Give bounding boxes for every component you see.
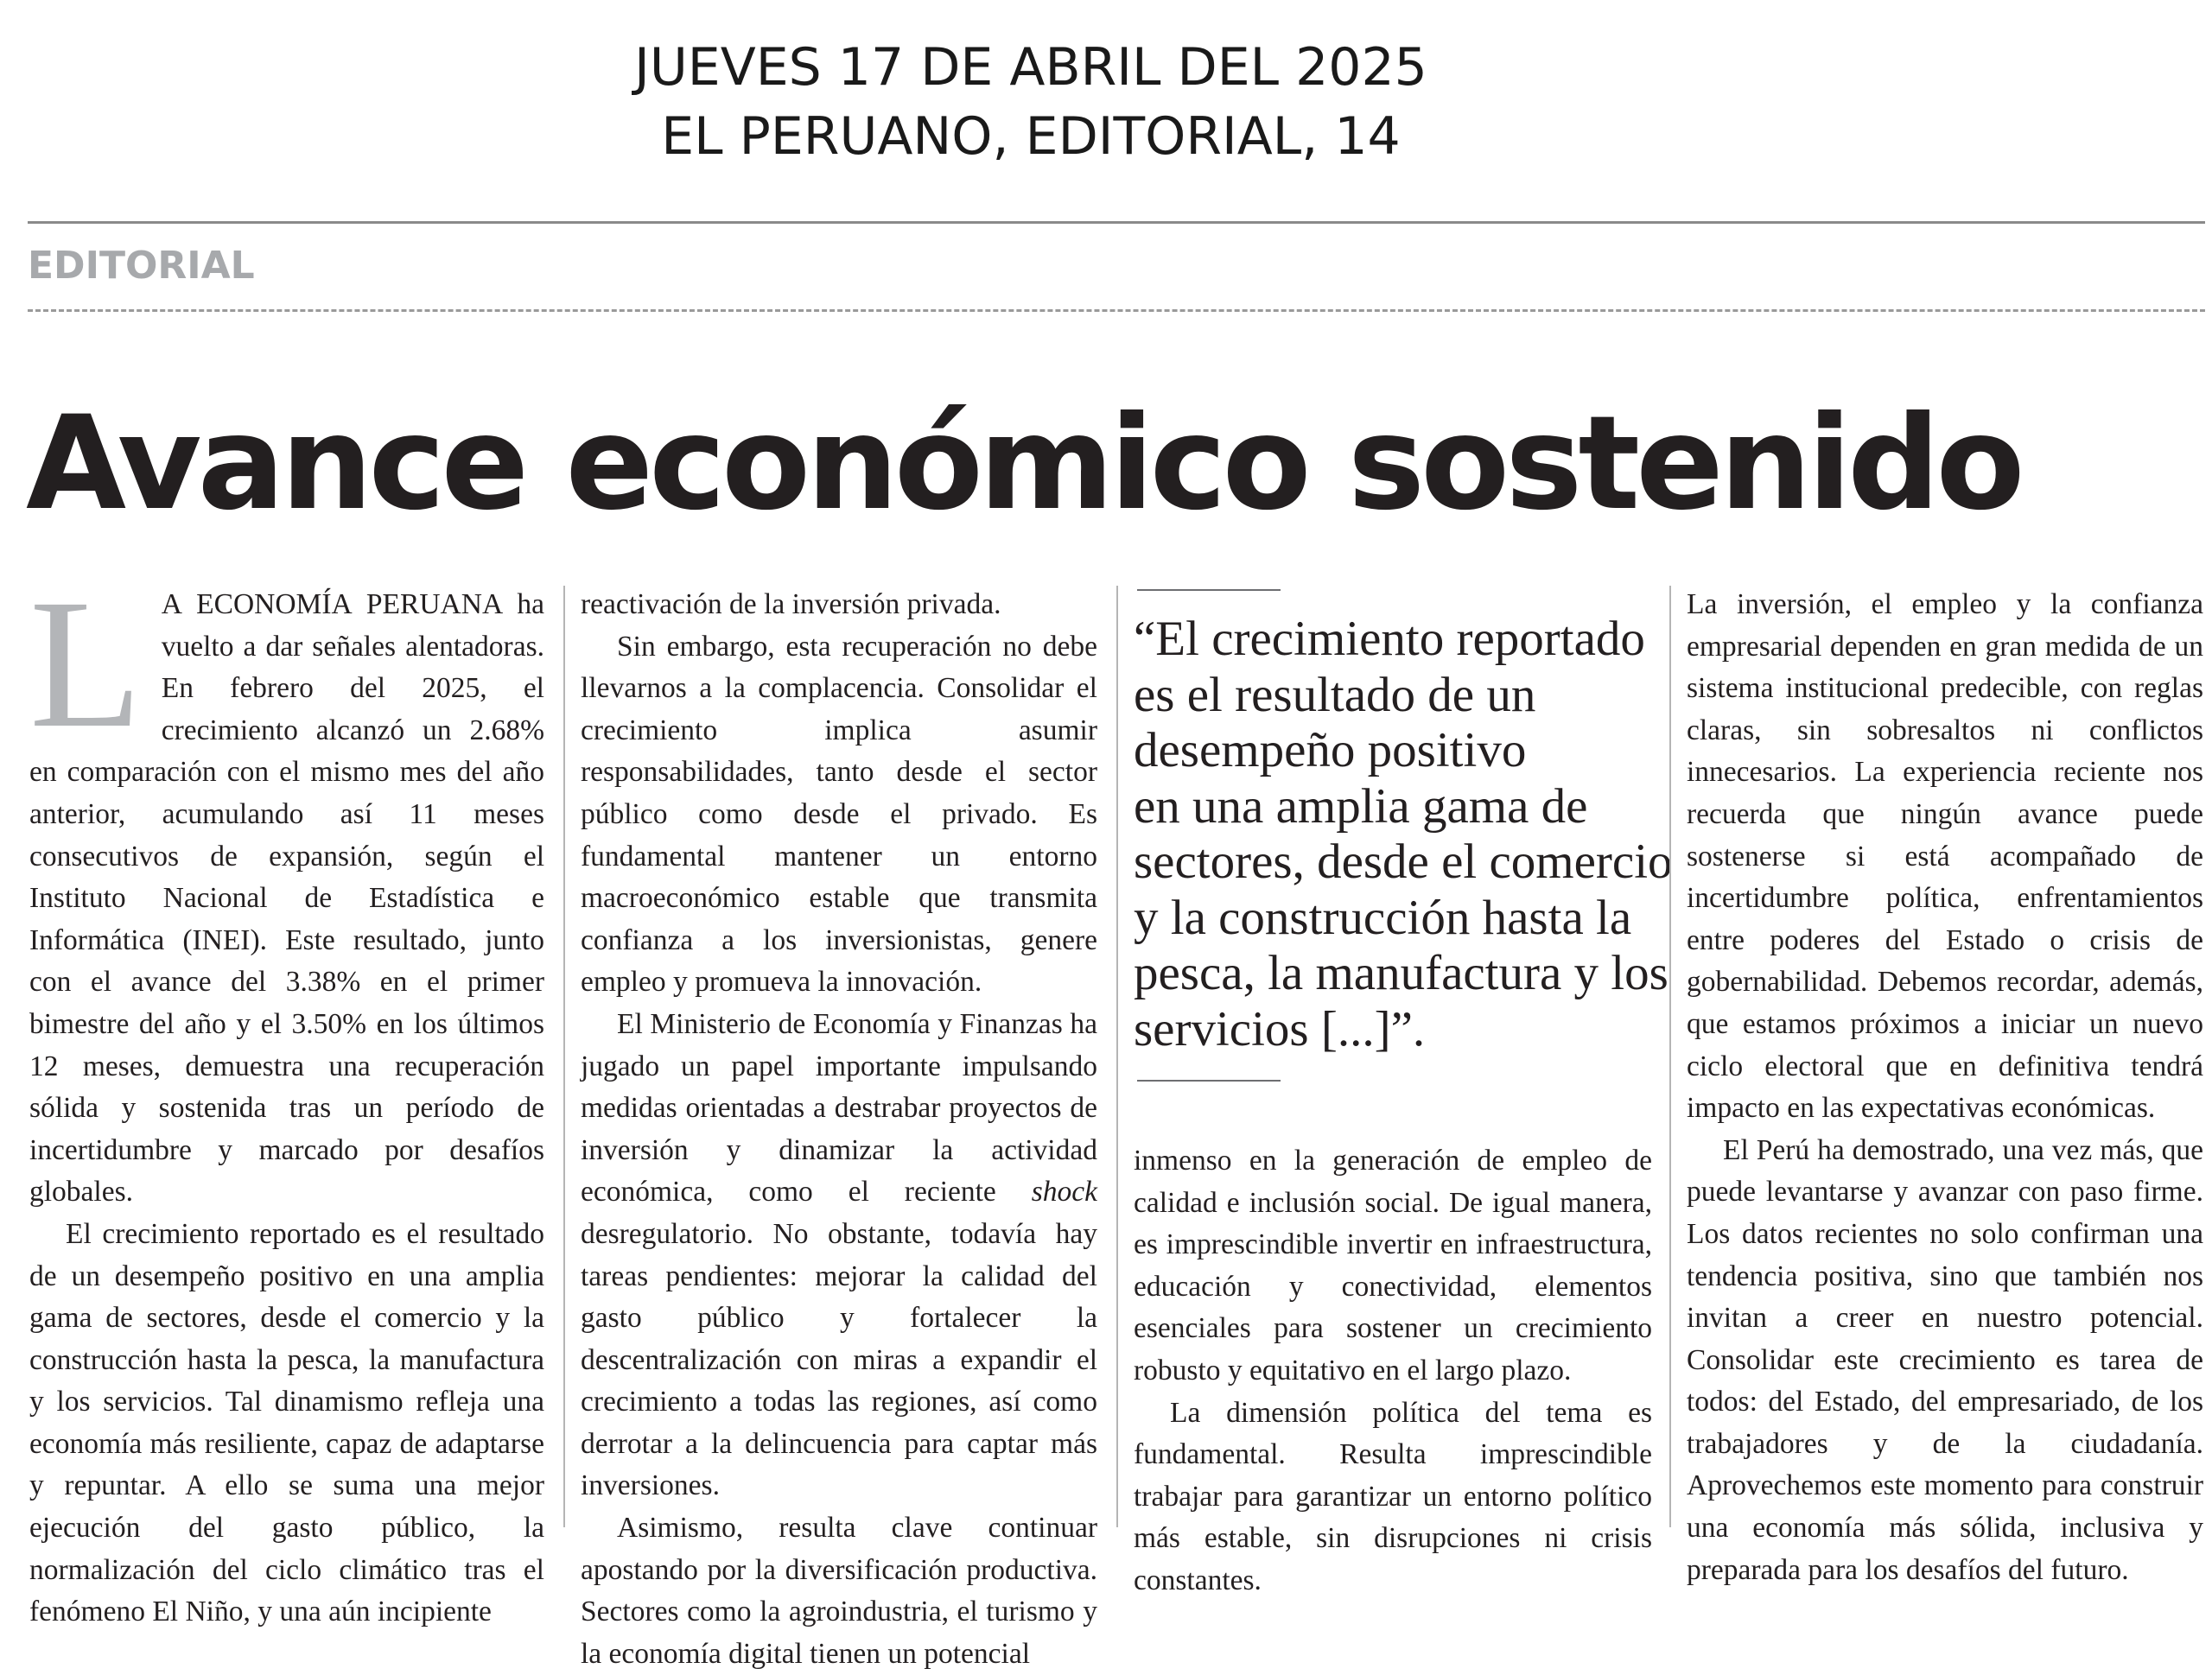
publication-dateline xyxy=(0,33,2062,171)
paragraph-text: El Ministerio de Economía y Finanzas ha jugado un papel importante impulsando medidas orientadas a destrabar proyectos de inversión y dinamizar la actividad económica, como el reciente xyxy=(581,1007,1097,1209)
paragraph: La inversión, el empleo y la confianza empresarial dependen en gran medida de un sistema institucional predecible, con reglas claras, sin sobresaltos ni conflictos innecesarios. La experiencia reciente nos recuerda que ningún avance puede sostenerse si está acompañado de incertidumbre política, enfrentamientos entre poderes del Estado o crisis de gobernabilidad. Debemos recordar, además, que estamos próximos a iniciar un nuevo ciclo electoral que en definitiva tendrá impacto en las expectativas económicas. xyxy=(1687,588,2203,1125)
column-divider xyxy=(1116,586,1118,1527)
paragraph xyxy=(29,562,544,1214)
paragraph: inmenso en la generación de empleo de calidad e inclusión social. De igual manera, es imprescindible invertir en infraestructura, educación y conectividad, elementos esenciales para sostener un crecimiento robusto y equitativo en el largo plazo. xyxy=(1134,1145,1652,1386)
paragraph: El crecimiento reportado es el resultado de un desempeño positivo en una amplia gama de sectores, desde el comercio y la construcción hasta la pesca, la manufactura y los servicios. Tal dinamismo refleja una economía más resiliente, capaz de adaptarse y repuntar. A ello se suma una mejor ejecución del gasto público, la normalización del ciclo climático tras el fenómeno El Niño, y una aún incipiente xyxy=(29,1217,544,1628)
pullquote-line: pesca, la manufactura y los xyxy=(1134,946,1669,1000)
paragraph xyxy=(581,1004,1097,1507)
paragraph: La dimensión política del tema es fundamental. Resulta imprescindible trabajar para garantizar un entorno político más estable, sin disrupciones ni crisis constantes. xyxy=(1134,1396,1652,1596)
pullquote-rule-top xyxy=(1137,589,1281,591)
pullquote-line: desempeño positivo xyxy=(1134,723,1527,777)
source-line: EL PERUANO, EDITORIAL, 14 xyxy=(661,106,1401,167)
article-column-3 xyxy=(1134,1140,1652,1596)
paragraph: Sin embargo, esta recuperación no debe llevarnos a la complacencia. Consolidar el crecimiento implica asumir responsabilidades, tanto desde el sector público como desde el privado. Es fundamental mantener un entorno macroeconómico estable que transmita confianza a los inversionistas, genere empleo y promueva la innovación. xyxy=(581,630,1097,999)
pullquote-line: y la construcción hasta la xyxy=(1134,890,1632,945)
paragraph: El Perú ha demostrado, una vez más, que puede levantarse y avanzar con paso firme. Los datos recientes no solo confirman una tendencia positiva, sino que también nos invitan a creer en nuestro potencial. Consolidar este crecimiento es tarea de todos: del Estado, del empresariado, de los trabajadores y de la ciudadanía. Aprovechemos este momento para construir una economía más sólida, inclusiva y preparada para los desafíos del futuro. xyxy=(1687,1133,2203,1586)
dotted-divider xyxy=(28,309,2205,312)
pullquote-line: sectores, desde el comercio xyxy=(1134,834,1673,889)
article-column-1 xyxy=(29,562,544,1628)
date-line: JUEVES 17 DE ABRIL DEL 2025 xyxy=(634,37,1427,98)
article-column-2 xyxy=(581,584,1097,1670)
paragraph: reactivación de la inversión privada. xyxy=(581,588,1001,620)
column-divider xyxy=(563,586,565,1527)
paragraph: Asimismo, resulta clave continuar apostando por la diversificación productiva. Sectores como la agroindustria, el turismo y la economía digital tienen un potencial xyxy=(581,1512,1097,1670)
column-divider xyxy=(1669,586,1671,1527)
pullquote-line: en una amplia gama de xyxy=(1134,778,1588,834)
pullquote-line: “El crecimiento reportado xyxy=(1134,612,1645,666)
pullquote xyxy=(1134,612,1687,1057)
section-label: EDITORIAL xyxy=(28,244,255,288)
pullquote-line: es el resultado de un xyxy=(1134,667,1536,722)
paragraph-text: desregulatorio. No obstante, todavía hay tareas pendientes: mejorar la calidad del gasto público y fortalecer la descentralización con miras a expandir el crecimiento a todas las regiones, así como derrotar a la delincuencia para captar más inversiones. xyxy=(581,1217,1097,1502)
paragraph-text: A ECONOMÍA PERUANA ha vuelto a dar señales alentadoras. En febrero del 2025, el crecimiento alcanzó un 2.68% en comparación con el mismo mes del año anterior, acumulando así 11 meses consecutivos de expansión, según el Instituto Nacional de Estadística e Informática (INEI). Este resultado, junto con el avance del 3.38% en el primer bimestre del año y el 3.50% en los últimos 12 meses, demuestra una recuperación sólida y sostenida tras un período de incertidumbre y marcado por desafíos globales. xyxy=(29,588,544,1209)
pullquote-rule-bottom xyxy=(1137,1080,1281,1082)
article-column-4 xyxy=(1687,584,2203,1586)
headline: Avance económico sostenido xyxy=(26,389,2021,539)
drop-cap: L xyxy=(29,562,143,766)
top-divider xyxy=(28,221,2205,224)
italic-term: shock xyxy=(1031,1176,1097,1209)
pullquote-line: servicios [...]”. xyxy=(1134,1001,1426,1056)
